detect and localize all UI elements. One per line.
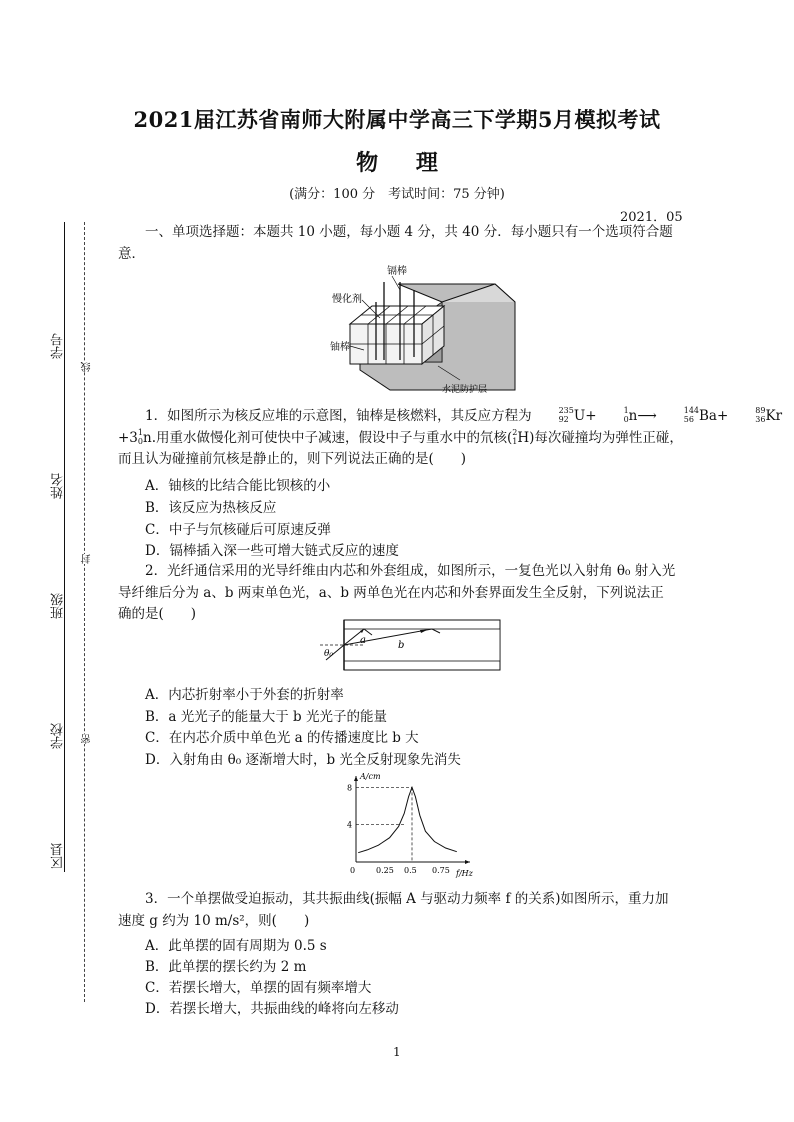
reactor-diagram	[320, 262, 520, 398]
q2-option-d[interactable]: D．入射角由 θ₀ 逐渐增大时，b 光全反射现象先消失	[145, 752, 461, 768]
q2-option-a[interactable]: A．内芯折射率小于外套的折射率	[145, 687, 344, 703]
label-ray-a: a	[360, 635, 366, 646]
q1-option-b[interactable]: B．该反应为热核反应	[145, 500, 277, 516]
q1-option-a[interactable]: A．铀核的比结合能比钡核的小	[145, 478, 331, 494]
label-uranium-rod: 铀棒	[330, 342, 350, 353]
y-tick-8: 8	[347, 783, 353, 793]
x-tick-025: 0.25	[376, 866, 394, 875]
label-cadmium-rod: 镉棒	[387, 266, 407, 277]
binding-label-district: 区县	[51, 843, 66, 869]
q3-option-a[interactable]: A．此单摆的固有周期为 0.5 s	[145, 938, 327, 954]
binding-mark-line: 线	[82, 362, 93, 372]
section-heading: 一、单项选择题：本题共 10 小题，每小题 4 分，共 40 分．每小题只有一个选项符合题意．	[118, 224, 673, 262]
q2-stem: 2．光纤通信采用的光导纤维由内芯和外套组成，如图所示，一复色光以入射角 θ₀ 射入光 导纤维后分为 a、b 两束单色光，a、b 两单色光在内芯和外套界面发生全反射，下列说法正 确的是( )	[118, 563, 676, 622]
binding-solid-line	[64, 222, 65, 872]
binding-label-class: 班级	[51, 593, 66, 619]
resonance-chart	[338, 770, 478, 880]
x-tick-0: 0	[350, 866, 356, 875]
x-axis-label: f/Hz	[456, 869, 473, 878]
q2-option-b[interactable]: B．a 光光子的能量大于 b 光光子的能量	[145, 709, 387, 725]
x-tick-075: 0.75	[432, 866, 450, 875]
binding-label-student-id: 学号	[51, 333, 66, 359]
exam-title: 2021届江苏省南师大附属中学高三下学期5月模拟考试	[133, 107, 661, 132]
optical-fiber-diagram	[320, 616, 502, 674]
exam-date: 2021．05	[620, 210, 683, 225]
y-tick-4: 4	[347, 820, 353, 830]
q3-stem: 3．一个单摆做受迫振动，其共振曲线(振幅 A 与驱动力频率 f 的关系)如图所示，重力加 速度 g 约为 10 m/s²，则( )	[118, 891, 669, 929]
x-tick-05: 0.5	[404, 866, 417, 875]
binding-label-name: 姓名	[51, 473, 66, 499]
label-theta0: θ₀	[324, 649, 334, 659]
resonance-curve	[358, 787, 457, 852]
q1-stem: 1．如图所示为核反应堆的示意图，铀棒是核燃料，其反应方程为 235 92 U+ 1 0 n⟶ 144 56 Ba+ 89 36 Kr +3 1 0 n.用重水做慢化剂可使快中子减速，假设中子与重水中的氘核( 2 1 H)每次碰撞均为弹性正碰， 而且认为碰撞前氘核是静止的，则下列说法正确的是( )	[118, 406, 783, 467]
binding-label-school: 学校	[51, 723, 66, 749]
binding-mark-secret: 密	[82, 734, 93, 744]
binding-dashed-line	[84, 222, 85, 1002]
q3-option-d[interactable]: D．若摆长增大，共振曲线的峰将向左移动	[145, 1001, 399, 1017]
q1-option-d[interactable]: D．镉棒插入深一些可增大链式反应的速度	[145, 543, 399, 559]
label-concrete-shield: 水泥防护层	[442, 385, 488, 395]
q3-option-c[interactable]: C．若摆长增大，单摆的固有频率增大	[145, 980, 372, 996]
binding-mark-seal: 封	[82, 554, 93, 564]
y-axis-label: A/cm	[360, 772, 381, 781]
q2-option-c[interactable]: C．在内芯介质中单色光 a 的传播速度比 b 大	[145, 730, 419, 746]
q3-option-b[interactable]: B．此单摆的摆长约为 2 m	[145, 959, 307, 975]
label-moderator: 慢化剂	[332, 294, 362, 305]
label-ray-b: b	[398, 640, 405, 651]
exam-meta: (满分：100 分 考试时间：75 分钟)	[289, 187, 505, 202]
exam-subject: 物 理	[356, 150, 438, 176]
page-number: 1	[393, 1045, 401, 1059]
q1-option-c[interactable]: C．中子与氘核碰后可原速反弹	[145, 522, 331, 538]
